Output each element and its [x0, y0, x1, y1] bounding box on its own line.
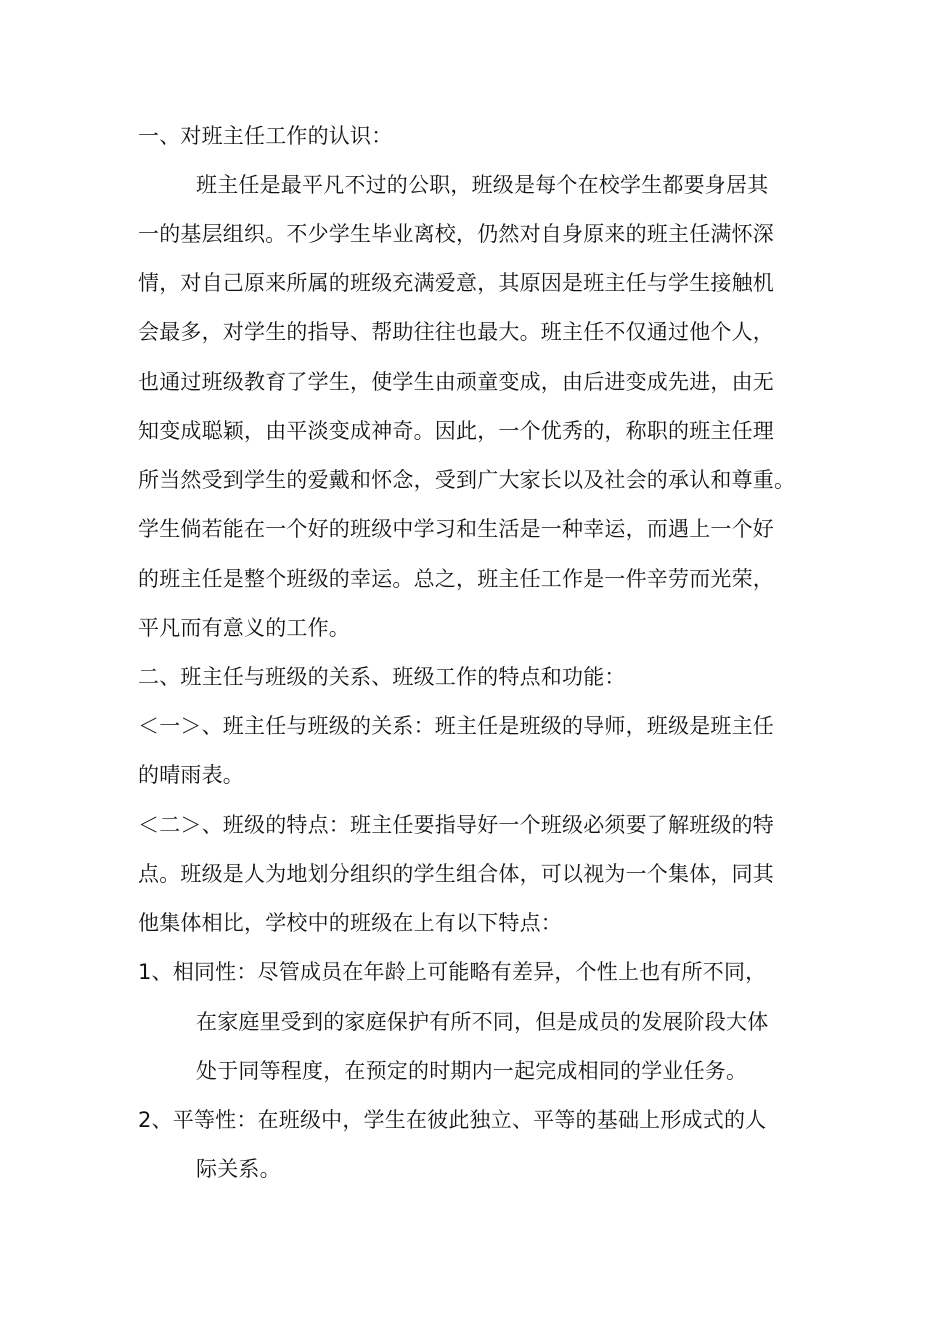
paragraph-line: 班主任是最平凡不过的公职，班级是每个在校学生都要身居其	[196, 173, 769, 197]
paragraph-line: 他集体相比，学校中的班级在上有以下特点：	[138, 911, 562, 935]
paragraph-line: 学生倘若能在一个好的班级中学习和生活是一种幸运，而遇上一个好	[138, 517, 774, 541]
list-item-1-continuation: 在家庭里受到的家庭保护有所不同，但是成员的发展阶段大体	[196, 1010, 769, 1034]
paragraph-line: 所当然受到学生的爱戴和怀念，受到广大家长以及社会的承认和尊重。	[138, 468, 796, 492]
subsection-line: 的晴雨表。	[138, 763, 244, 787]
list-item-1-continuation: 处于同等程度，在预定的时期内一起完成相同的学业任务。	[196, 1059, 748, 1083]
paragraph-line: 的班主任是整个班级的幸运。总之，班主任工作是一件辛劳而光荣，	[138, 567, 774, 591]
paragraph-line: 情，对自己原来所属的班级充满爱意，其原因是班主任与学生接触机	[138, 271, 774, 295]
paragraph-line: 知变成聪颖，由平淡变成神奇。因此，一个优秀的，称职的班主任理	[138, 419, 774, 443]
section-heading-1: 一、对班主任工作的认识：	[138, 124, 393, 148]
paragraph-line: 点。班级是人为地划分组织的学生组合体，可以视为一个集体，同其	[138, 862, 774, 886]
section-heading-2: 二、班主任与班级的关系、班级工作的特点和功能：	[138, 665, 626, 689]
list-item-2: 2、平等性：在班级中，学生在彼此独立、平等的基础上形成式的人	[138, 1108, 767, 1132]
paragraph-line: 会最多，对学生的指导、帮助往往也最大。班主任不仅通过他个人，	[138, 320, 774, 344]
paragraph-line: 一的基层组织。不少学生毕业离校，仍然对自身原来的班主任满怀深	[138, 222, 774, 246]
list-item-2-continuation: 际关系。	[196, 1157, 281, 1181]
subsection-line: ＜二＞、班级的特点：班主任要指导好一个班级必须要了解班级的特	[138, 813, 774, 837]
paragraph-line: 平凡而有意义的工作。	[138, 616, 350, 640]
paragraph-line: 也通过班级教育了学生，使学生由顽童变成，由后进变成先进，由无	[138, 370, 774, 394]
subsection-line: ＜一＞、班主任与班级的关系：班主任是班级的导师，班级是班主任	[138, 714, 774, 738]
list-item-1: 1、相同性：尽管成员在年龄上可能略有差异，个性上也有所不同，	[138, 960, 767, 984]
